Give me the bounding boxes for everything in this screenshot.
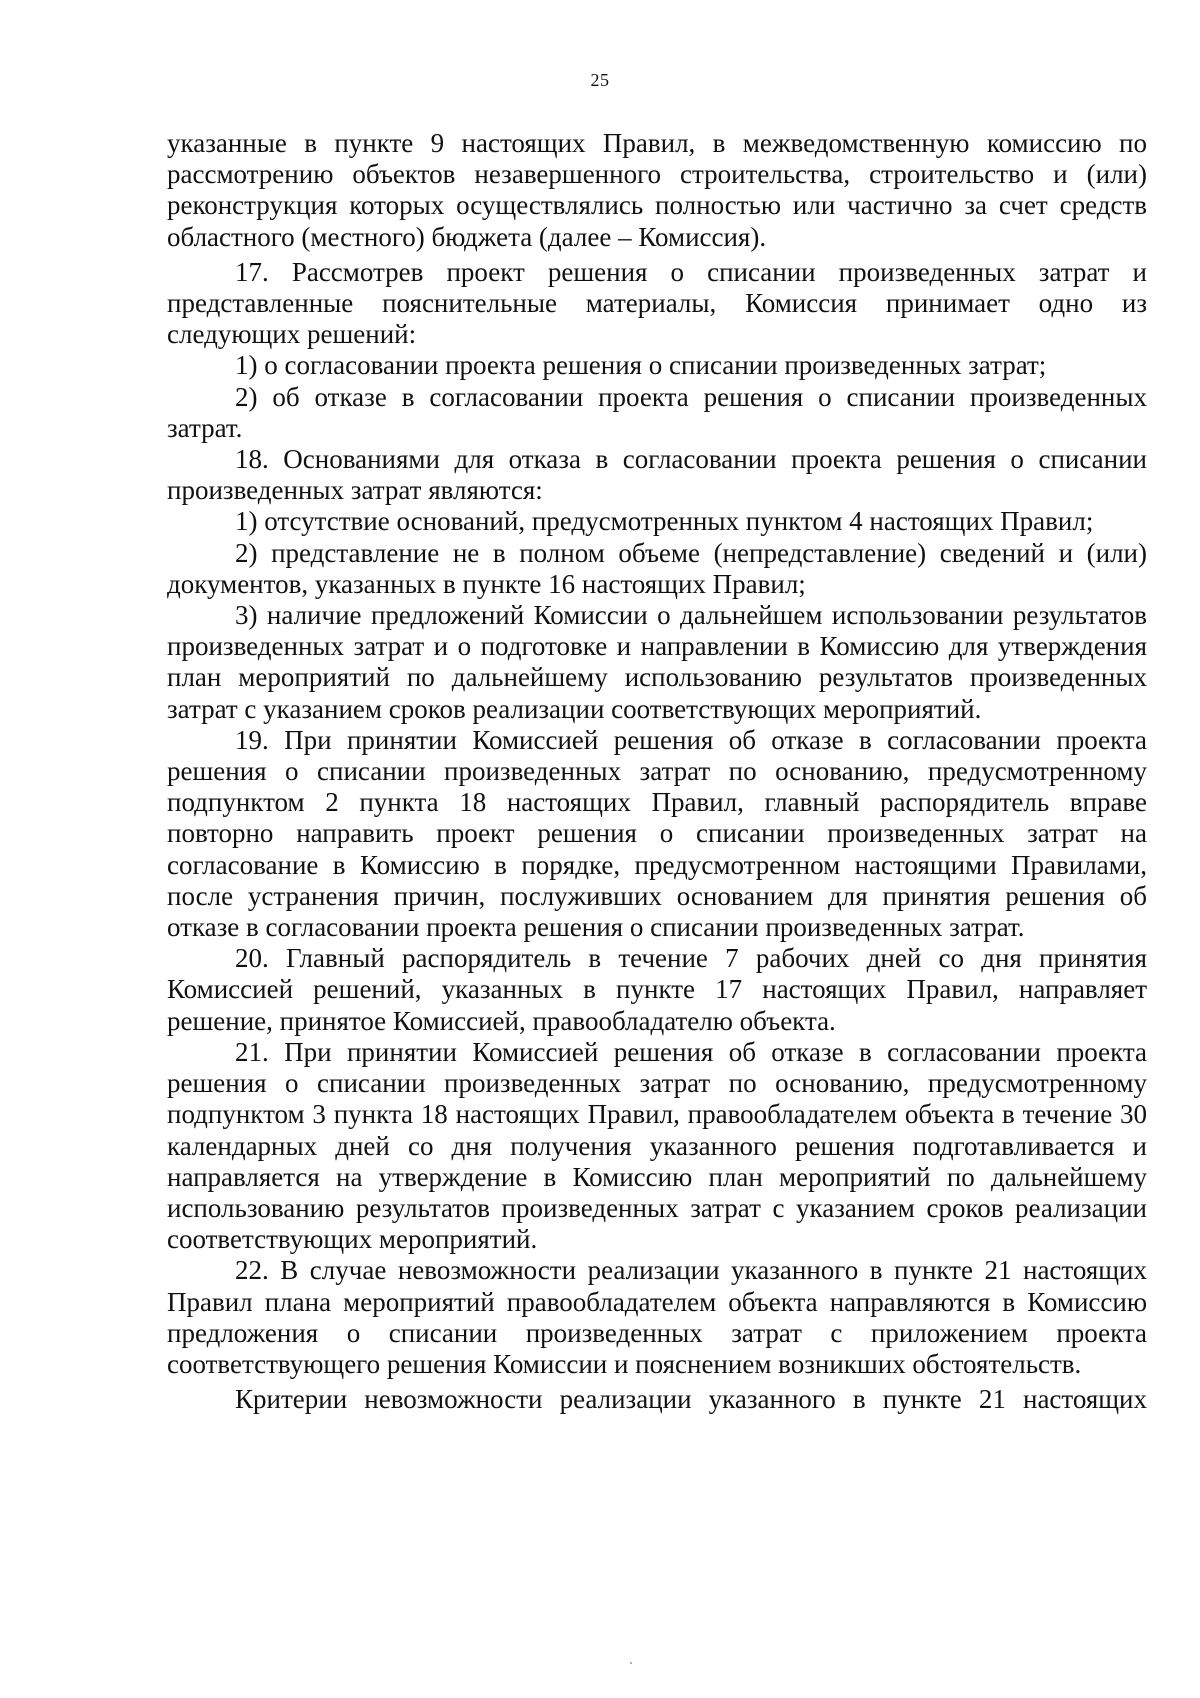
paragraph-19: 19. При принятии Комиссией решения об отказе в согласовании проекта решения о списании произведенных затрат по основанию, предусмотренному подпунктом 2 пункта 18 настоящих Правил, главный распорядитель вправе повторно направить проект решения о списании произведенных затрат на согласование в Комиссию в порядке, предусмотренном настоящими Правилами, после устранения причин, послуживших основанием для принятия решения об отказе в согласовании проекта решения о списании произведенных затрат. — [167, 724, 1147, 943]
paragraph-criteria: Критерии невозможности реализации указанного в пункте 21 настоящих — [235, 1384, 1147, 1415]
paragraph-16-continuation: указанные в пункте 9 настоящих Правил, в межведомственную комиссию по рассмотрению объектов незавершенного строительства, строительство и (или) реконструкция которых осуществлялись полностью или частично за счет средств областного (местного) бюджета (далее – Комиссия). — [167, 128, 1147, 252]
scan-artifact-dot — [630, 1662, 632, 1664]
paragraph-22: 22. В случае невозможности реализации указанного в пункте 21 настоящих Правил плана мероприятий правообладателем объекта направляются в Комиссию предложения о списании произведенных затрат с приложением проекта соответствующего решения Комиссии и пояснением возникших обстоятельств. — [167, 1255, 1147, 1379]
paragraph-18-item-2: 2) представление не в полном объеме (непредставление) сведений и (или) документов, указанных в пункте 16 настоящих Правил; — [167, 537, 1147, 599]
paragraph-18-item-1: 1) отсутствие оснований, предусмотренных пунктом 4 настоящих Правил; — [235, 506, 1094, 537]
paragraph-17-item-2: 2) об отказе в согласовании проекта решения о списании произведенных затрат. — [167, 381, 1147, 443]
paragraph-21: 21. При принятии Комиссией решения об отказе в согласовании проекта решения о списании произведенных затрат по основанию, предусмотренному подпунктом 3 пункта 18 настоящих Правил, правообладателем объекта в течение 30 календарных дней со дня получения указанного решения подготавливается и направляется на утверждение в Комиссию план мероприятий по дальнейшему использованию результатов произведенных затрат с указанием сроков реализации соответствующих мероприятий. — [167, 1036, 1147, 1255]
page-number: 25 — [590, 70, 610, 90]
paragraph-20: 20. Главный распорядитель в течение 7 рабочих дней со дня принятия Комиссией решений, указанных в пункте 17 настоящих Правил, направляет решение, принятое Комиссией, правообладателю объекта. — [167, 943, 1147, 1036]
paragraph-18-item-3: 3) наличие предложений Комиссии о дальнейшем использовании результатов произведенных затрат и о подготовке и направлении в Комиссию для утверждения план мероприятий по дальнейшему использованию результатов произведенных затрат с указанием сроков реализации соответствующих мероприятий. — [167, 600, 1147, 724]
paragraph-17: 17. Рассмотрев проект решения о списании произведенных затрат и представленные пояснительные материалы, Комиссия принимает одно из следующих решений: — [167, 256, 1147, 350]
paragraph-18: 18. Основаниями для отказа в согласовании проекта решения о списании произведенных затрат являются: — [167, 444, 1147, 506]
paragraph-17-item-1: 1) о согласовании проекта решения о списании произведенных затрат; — [235, 350, 1047, 381]
document-body — [167, 128, 1147, 1415]
